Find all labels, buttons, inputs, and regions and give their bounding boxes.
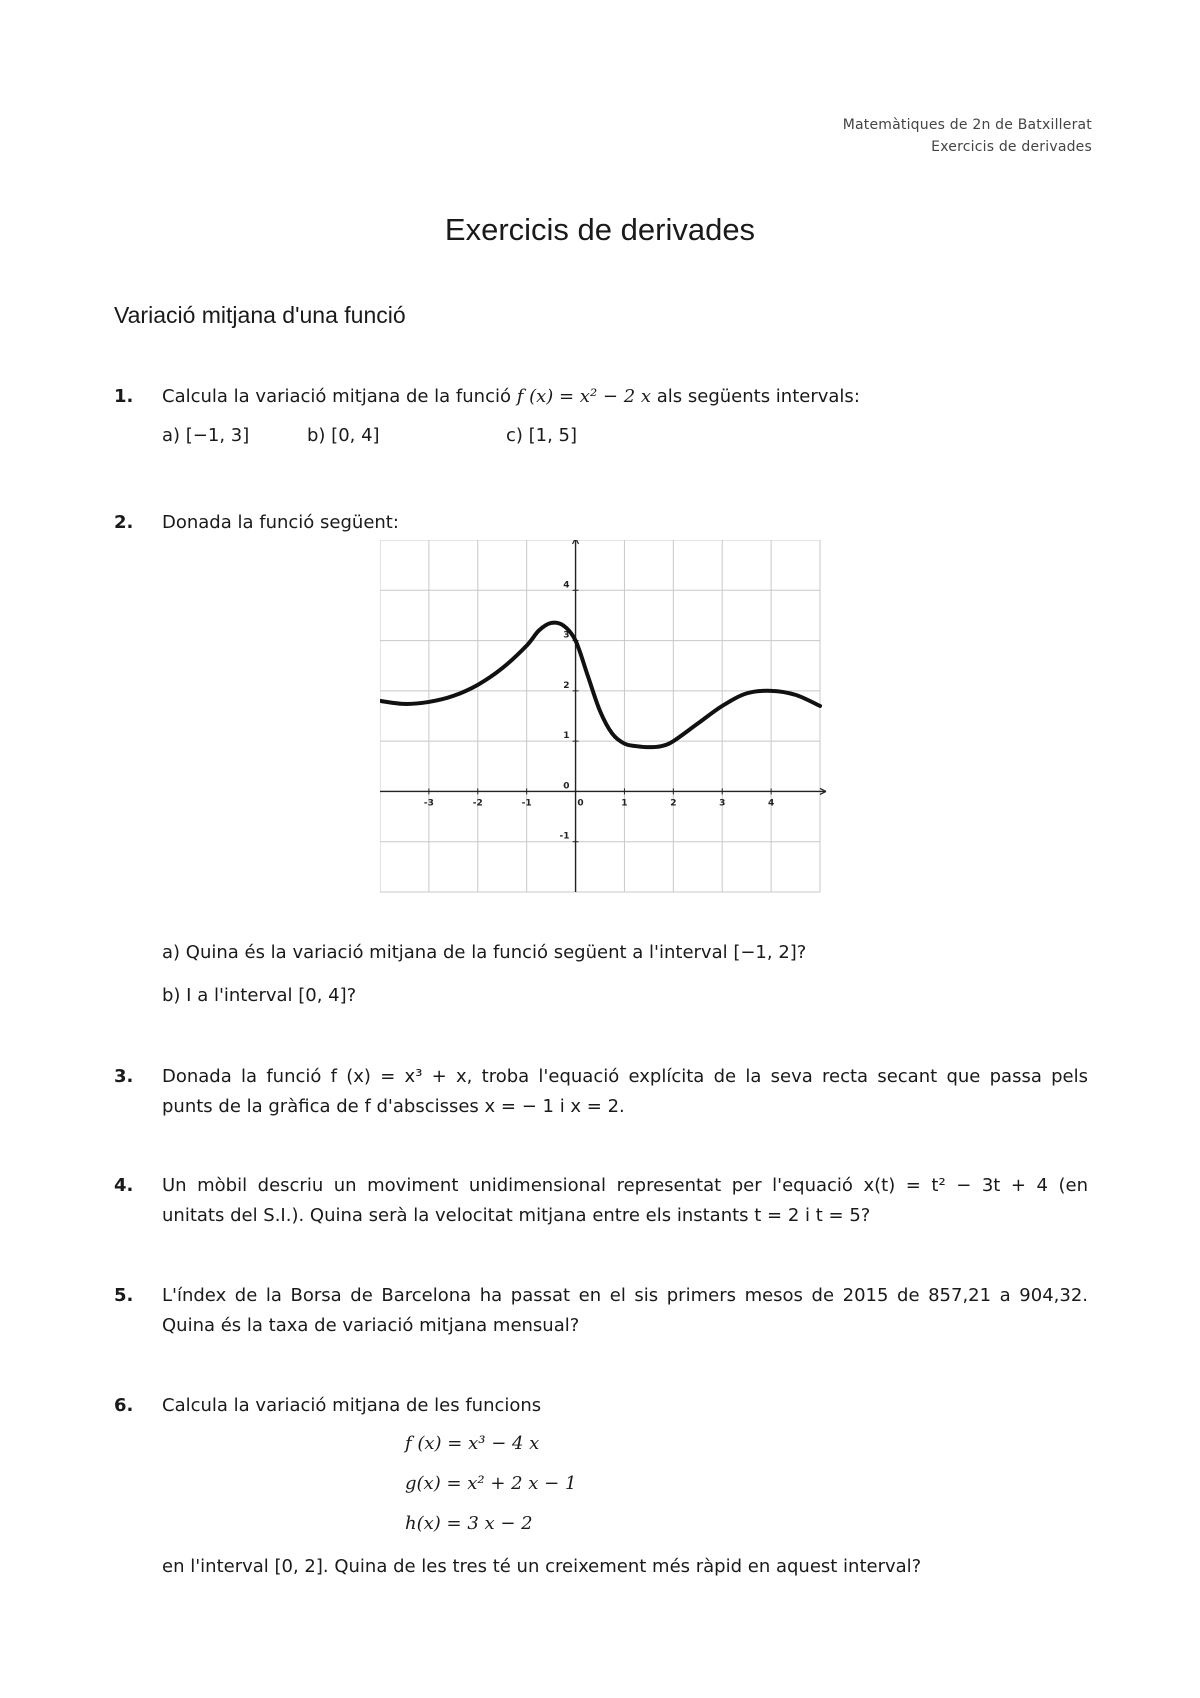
exercise-1-number: 1. <box>114 386 134 407</box>
y-tick-label: 0 <box>563 781 570 792</box>
x-tick-label: -1 <box>521 798 532 809</box>
exercise-6-text: Calcula la variació mitjana de les funcions <box>162 1395 542 1416</box>
function-graph <box>380 540 835 900</box>
exercise-2-question-a: a) Quina és la variació mitjana de la funció següent a l'interval [−1, 2]? <box>162 942 807 963</box>
exercise-2-question-b: b) I a l'interval [0, 4]? <box>162 985 357 1006</box>
y-tick-label: 1 <box>563 731 570 742</box>
y-tick-label: 3 <box>563 630 570 641</box>
exercise-1-option-b: b) [0, 4] <box>307 425 380 446</box>
exercise-3-line-1: Donada la funció f (x) = x³ + x, troba l'equació explícita de la seva recta secant que passa pels <box>162 1066 1088 1087</box>
exercise-1-formula: f (x) = x² − 2 x <box>516 386 652 407</box>
exercise-1-text-after: als següents intervals: <box>651 386 860 407</box>
header-subject: Exercicis de derivades <box>931 139 1092 155</box>
exercise-1-option-c: c) [1, 5] <box>506 425 578 446</box>
exercise-6-formula-h: h(x) = 3 x − 2 <box>405 1513 533 1534</box>
exercise-3-number: 3. <box>114 1066 134 1087</box>
x-tick-label: 2 <box>670 798 677 809</box>
y-tick-label: 2 <box>563 680 570 691</box>
y-tick-label: 4 <box>563 580 570 591</box>
x-tick-label: 0 <box>577 798 584 809</box>
exercise-1-option-a: a) [−1, 3] <box>162 425 250 446</box>
exercise-2-text: Donada la funció següent: <box>162 512 399 533</box>
exercise-4-number: 4. <box>114 1175 134 1196</box>
exercise-2-number: 2. <box>114 512 134 533</box>
x-tick-label: -2 <box>472 798 483 809</box>
x-tick-label: 1 <box>621 798 628 809</box>
header-course: Matemàtiques de 2n de Batxillerat <box>842 117 1092 133</box>
exercise-4-line-1: Un mòbil descriu un moviment unidimensional representat per l'equació x(t) = t² − 3t + 4 (en <box>162 1175 1088 1196</box>
x-tick-label: -3 <box>423 798 434 809</box>
exercise-4-line-2: unitats del S.I.). Quina serà la velocitat mitjana entre els instants t = 2 i t = 5? <box>162 1205 871 1226</box>
exercise-6-number: 6. <box>114 1395 134 1416</box>
page-title: Exercicis de derivades <box>444 212 756 247</box>
graph-grid <box>380 540 820 892</box>
exercise-3-line-2: punts de la gràfica de f d'abscisses x = − 1 i x = 2. <box>162 1096 625 1117</box>
exercise-6-formula-f: f (x) = x³ − 4 x <box>405 1433 540 1454</box>
exercise-6-formula-g: g(x) = x² + 2 x − 1 <box>405 1473 577 1494</box>
exercise-6-closing: en l'interval [0, 2]. Quina de les tres té un creixement més ràpid en aquest interval? <box>162 1556 922 1577</box>
exercise-1-text-before: Calcula la variació mitjana de la funció <box>162 386 517 407</box>
exercise-5-line-2: Quina és la taxa de variació mitjana mensual? <box>162 1315 580 1336</box>
x-tick-label: 3 <box>719 798 726 809</box>
x-tick-label: 4 <box>767 798 775 809</box>
function-curve <box>380 623 820 748</box>
exercise-5-line-1: L'índex de la Borsa de Barcelona ha passat en el sis primers mesos de 2015 de 857,21 a 904,32. <box>162 1285 1088 1306</box>
y-tick-label: -1 <box>559 831 570 842</box>
section-title: Variació mitjana d'una funció <box>114 302 406 328</box>
exercise-1-text <box>162 382 860 411</box>
exercise-5-number: 5. <box>114 1285 134 1306</box>
